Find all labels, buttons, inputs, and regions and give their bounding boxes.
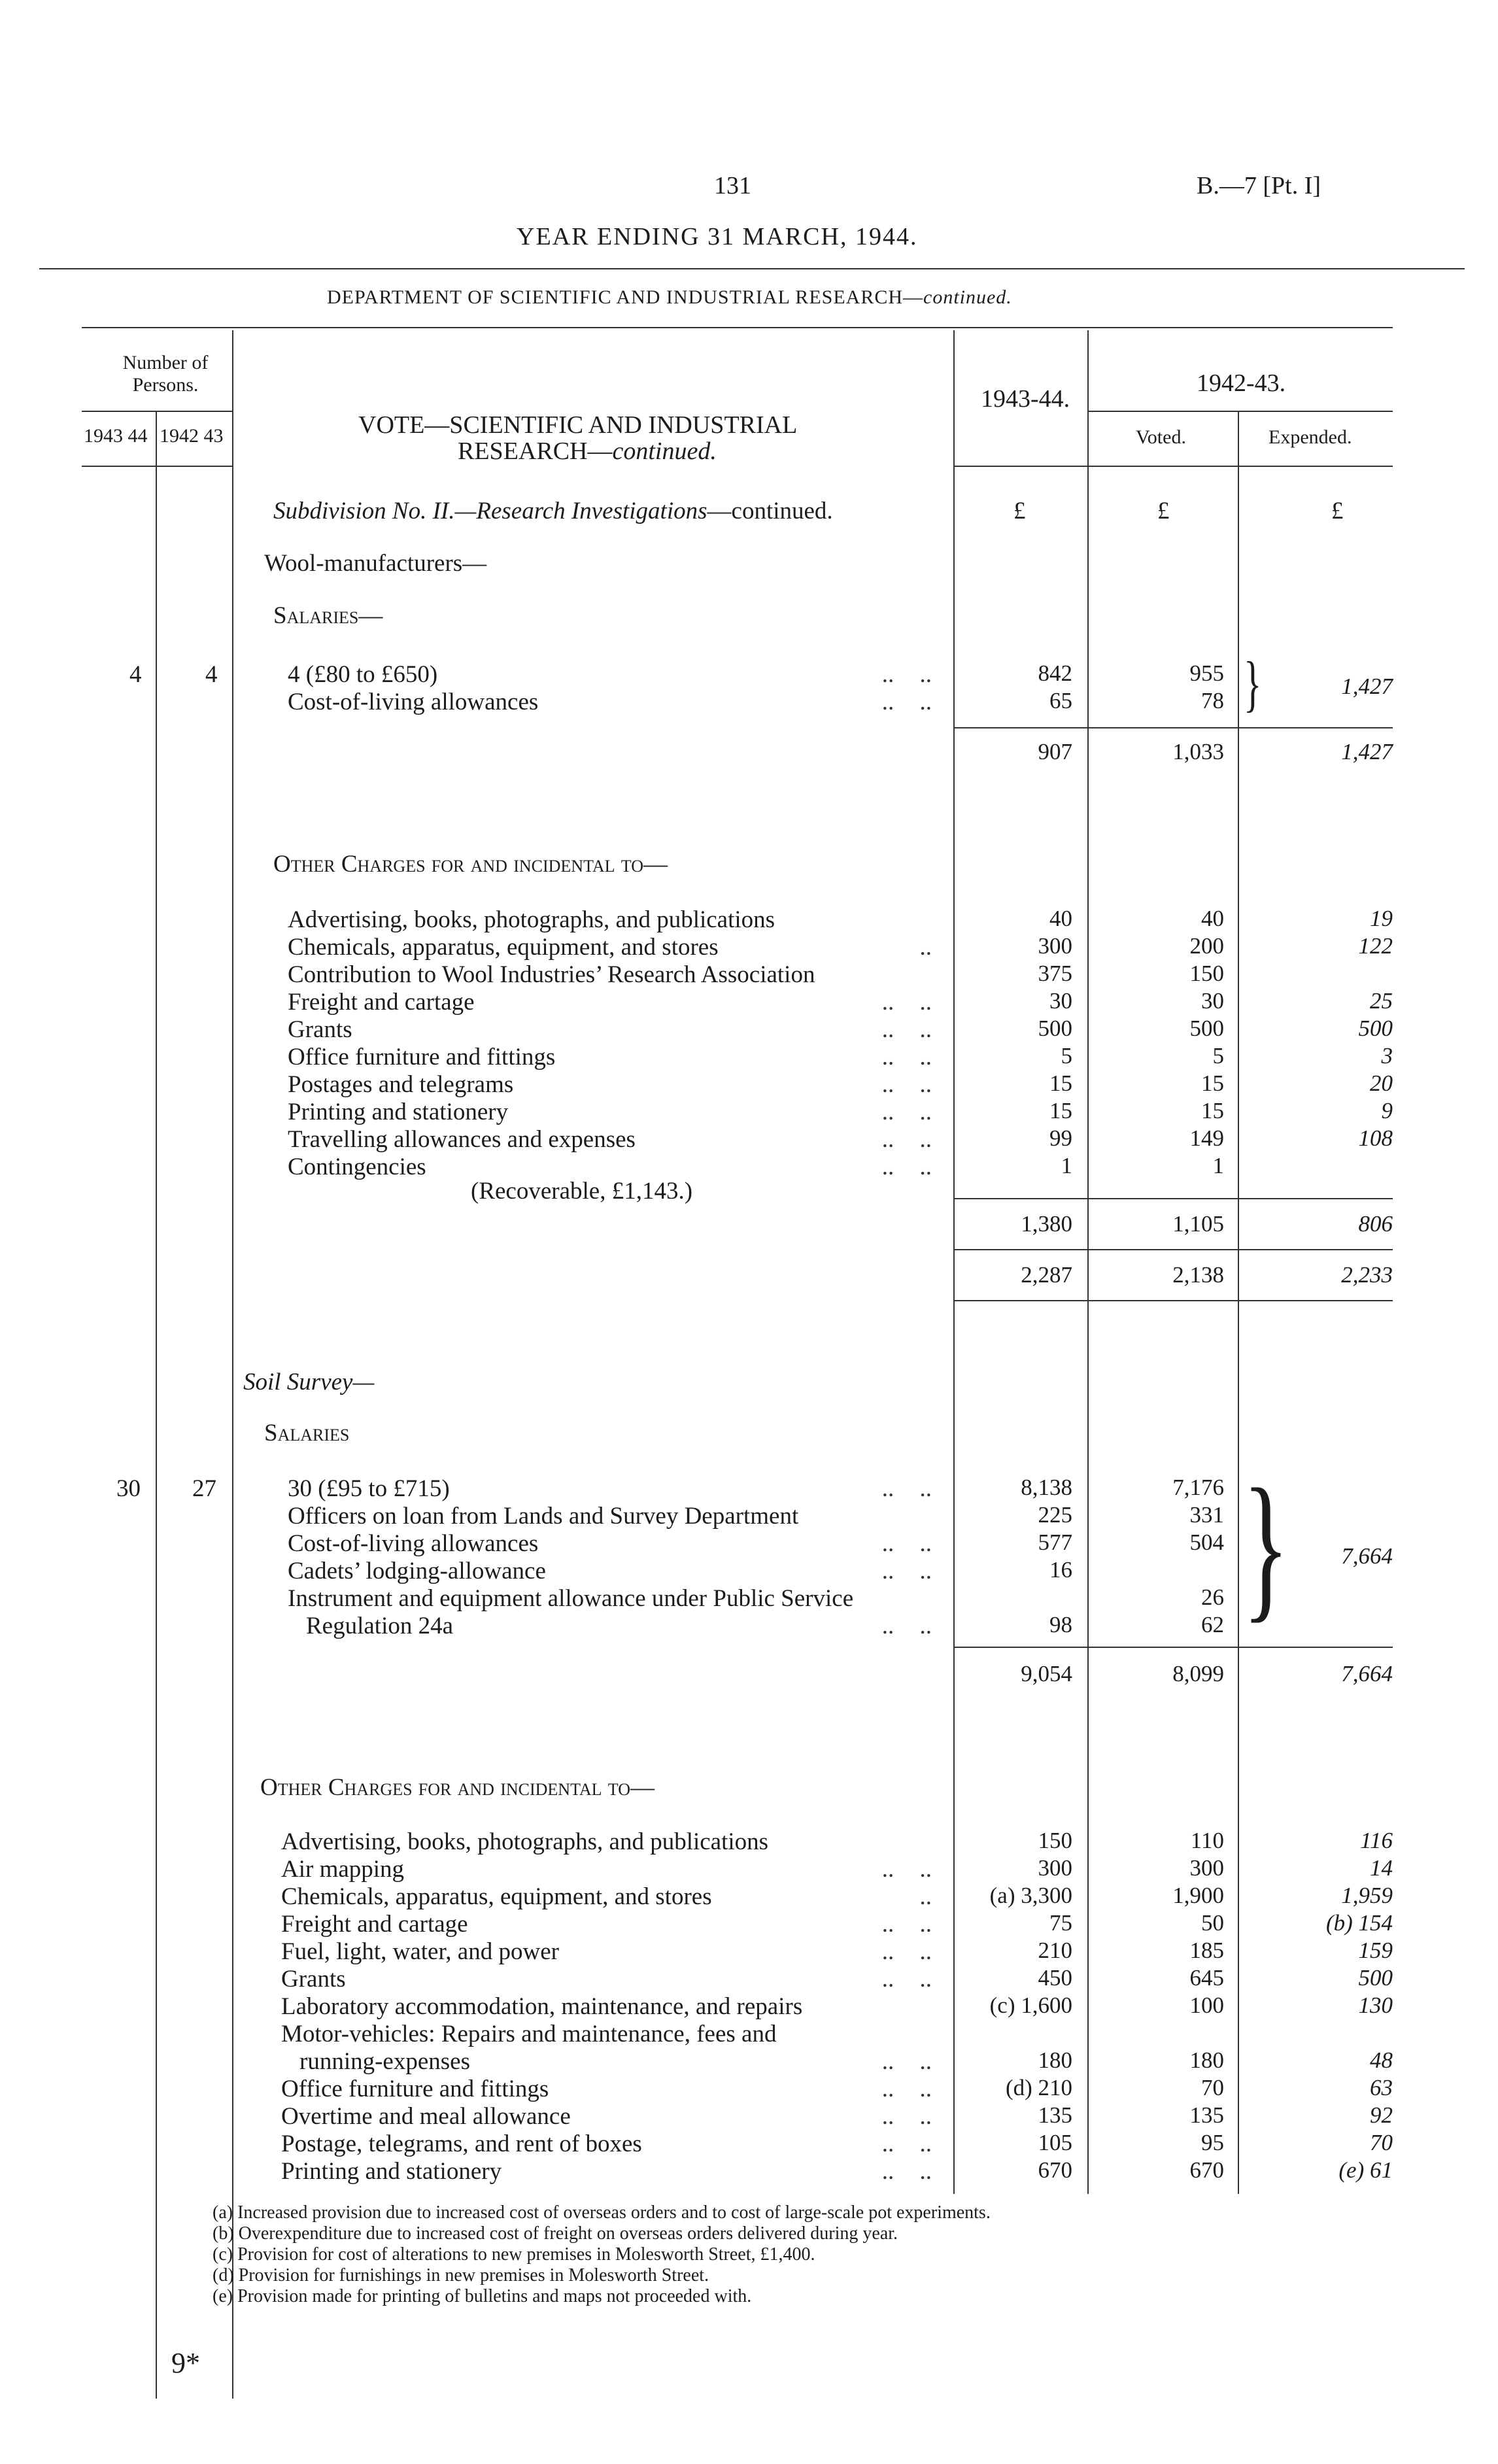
value-1943: 16: [1049, 1557, 1072, 1583]
value-1943: 30: [1049, 988, 1072, 1014]
department-title: [327, 286, 1012, 309]
page-reference: B.—7 [Pt. I]: [1197, 172, 1321, 199]
value-voted: 185: [1189, 1938, 1224, 1963]
row-label: Postages and telegrams: [288, 1071, 514, 1098]
value-1943: 225: [1038, 1502, 1072, 1528]
rule-top: [39, 268, 1465, 269]
leader-dots: .. ..: [881, 1016, 932, 1043]
value-expended: 48: [1370, 2047, 1393, 2073]
row-label: running-expenses: [299, 2048, 470, 2075]
value-1943: 40: [1049, 906, 1072, 931]
value-expended: 500: [1358, 1965, 1393, 1991]
rule-table-top: [82, 327, 1393, 328]
year-line: YEAR ENDING 31 MARCH, 1944.: [517, 223, 918, 250]
leader-dots: .. ..: [881, 2130, 932, 2157]
value-voted: 7,176: [1172, 1475, 1224, 1500]
value-voted: 135: [1189, 2102, 1224, 2128]
row-label: Contingencies: [288, 1154, 426, 1180]
row-label: Officers on loan from Lands and Survey Department: [288, 1503, 799, 1530]
value-expended: 20: [1370, 1070, 1393, 1096]
year-1943-header: 1943 44: [84, 425, 148, 447]
value-1943: 300: [1038, 1855, 1072, 1881]
rule-header-bottom: [955, 466, 1393, 467]
total-voted: 2,138: [1172, 1262, 1224, 1288]
value-voted: 1: [1212, 1153, 1224, 1178]
pound-expended: £: [1331, 498, 1344, 524]
wool-salary-rule: [955, 727, 1393, 728]
value-voted: 180: [1189, 2047, 1224, 2073]
value-1943: 842: [1038, 660, 1072, 686]
row-label: Cost-of-living allowances: [288, 1530, 539, 1557]
value-expended: 130: [1358, 1993, 1393, 2018]
footnote: (d) Provision for furnishings in new premises in Molesworth Street.: [213, 2265, 709, 2285]
value-1943: 8,138: [1021, 1475, 1072, 1500]
total-expended: 2,233: [1341, 1262, 1393, 1288]
value-expended: 116: [1360, 1828, 1393, 1853]
department-cont: continued.: [923, 286, 1012, 308]
expended-header: Expended.: [1268, 426, 1352, 448]
row-label: Advertising, books, photographs, and publications: [288, 906, 775, 933]
leader-dots: .. ..: [881, 2048, 932, 2075]
vrule-persons-right: [232, 330, 233, 2399]
voted-header: Voted.: [1136, 426, 1186, 448]
row-label: Freight and cartage: [281, 1911, 468, 1938]
value-1943: 500: [1038, 1016, 1072, 1041]
leader-dots: .. ..: [881, 2158, 932, 2185]
value-voted: 645: [1189, 1965, 1224, 1991]
value-expended: 108: [1358, 1125, 1393, 1151]
leader-dots: .. ..: [881, 1911, 932, 1938]
row-label: Freight and cartage: [288, 989, 475, 1016]
subdivision-title: [273, 497, 833, 525]
col-1942-header: 1942-43.: [1197, 369, 1286, 397]
total-expended: 1,427: [1341, 739, 1393, 764]
wool-heading: Wool-manufacturers—: [264, 550, 487, 577]
row-label: Cadets’ lodging-allowance: [288, 1558, 546, 1584]
value-expended: 159: [1358, 1938, 1393, 1963]
vote-title-2-main: RESEARCH—: [458, 437, 613, 465]
row-label: Grants: [281, 1966, 346, 1993]
value-voted: 62: [1201, 1612, 1224, 1637]
soil-salary-expended: 7,664: [1341, 1543, 1393, 1569]
value-expended: 25: [1370, 988, 1393, 1014]
value-1943: 300: [1038, 933, 1072, 959]
value-1943: 65: [1049, 688, 1072, 713]
value-voted: 40: [1201, 906, 1224, 931]
value-voted: 504: [1189, 1530, 1224, 1555]
col-1943-header: 1943-44.: [981, 385, 1070, 413]
row-label: Postage, telegrams, and rent of boxes: [281, 2130, 642, 2157]
value-voted: 1,900: [1172, 1883, 1224, 1908]
wool-recoverable: (Recoverable, £1,143.): [471, 1178, 693, 1205]
wool-persons-1943: 4: [129, 661, 142, 688]
soil-persons-1942: 27: [192, 1475, 216, 1502]
pound-1943: £: [1013, 498, 1026, 524]
value-voted: 70: [1201, 2075, 1224, 2100]
wool-persons-1942: 4: [205, 661, 218, 688]
vote-title-2: [458, 437, 717, 466]
leader-dots: .. ..: [881, 1154, 932, 1180]
row-label: Motor-vehicles: Repairs and maintenance, fees and: [281, 2021, 777, 2047]
value-voted: 15: [1201, 1070, 1224, 1096]
value-expended: 3: [1381, 1043, 1393, 1069]
leader-dots: .. ..: [881, 989, 932, 1016]
row-label: Chemicals, apparatus, equipment, and stores: [281, 1883, 712, 1910]
leader-dots: .. ..: [881, 1856, 932, 1883]
page-number: 131: [714, 172, 751, 199]
leader-dots: .. ..: [881, 1071, 932, 1098]
wool-other-rule: [955, 1198, 1393, 1199]
wool-salary-expended: 1,427: [1341, 674, 1393, 699]
value-1943: 15: [1049, 1070, 1072, 1096]
value-1943: 5: [1061, 1043, 1072, 1069]
value-1943: 98: [1049, 1612, 1072, 1637]
value-voted: 100: [1189, 1993, 1224, 2018]
total-expended: 806: [1358, 1211, 1393, 1237]
value-1943: 75: [1049, 1910, 1072, 1936]
value-1943: (a) 3,300: [989, 1883, 1072, 1908]
value-expended: 70: [1370, 2130, 1393, 2155]
persons-header: Number of Persons.: [122, 352, 209, 396]
row-label: Chemicals, apparatus, equipment, and stores: [288, 934, 719, 961]
wool-brace: }: [1244, 649, 1262, 718]
soil-persons-1943: 30: [116, 1475, 141, 1502]
value-1943: 135: [1038, 2102, 1072, 2128]
value-voted: 30: [1201, 988, 1224, 1014]
value-expended: 19: [1370, 906, 1393, 931]
wool-grand-rule-2: [955, 1300, 1393, 1301]
value-1943: 577: [1038, 1530, 1072, 1555]
value-voted: 26: [1201, 1584, 1224, 1610]
leader-dots: .. ..: [881, 1099, 932, 1125]
signature-mark: 9*: [171, 2347, 200, 2379]
value-voted: 5: [1212, 1043, 1224, 1069]
subdivision-cont: —continued.: [707, 498, 833, 524]
row-label: Overtime and meal allowance: [281, 2103, 571, 2130]
vote-title-1: VOTE—SCIENTIFIC AND INDUSTRIAL: [358, 411, 798, 439]
value-voted: 95: [1201, 2130, 1224, 2155]
total-expended: 7,664: [1341, 1661, 1393, 1686]
value-voted: 149: [1189, 1125, 1224, 1151]
value-expended: 9: [1381, 1098, 1393, 1123]
department-main: DEPARTMENT OF SCIENTIFIC AND INDUSTRIAL RESEARCH—: [327, 286, 923, 308]
row-label: Laboratory accommodation, maintenance, and repairs: [281, 1993, 803, 2020]
leader-dots: ..: [919, 1883, 932, 1910]
soil-salary-rule: [955, 1647, 1393, 1648]
row-label: 4 (£80 to £650): [288, 661, 438, 688]
pound-voted: £: [1157, 498, 1170, 524]
row-label: Fuel, light, water, and power: [281, 1938, 559, 1965]
leader-dots: .. ..: [881, 2103, 932, 2130]
value-voted: 670: [1189, 2157, 1224, 2183]
wool-grand-rule: [955, 1249, 1393, 1250]
value-expended: 63: [1370, 2075, 1393, 2100]
value-voted: 50: [1201, 1910, 1224, 1936]
row-label: Air mapping: [281, 1856, 405, 1883]
value-expended: 92: [1370, 2102, 1393, 2128]
year-1942-header: 1942 43: [160, 425, 224, 447]
leader-dots: ..: [919, 934, 932, 961]
row-label: Instrument and equipment allowance under Public Service: [288, 1585, 854, 1612]
value-1943: 1: [1061, 1153, 1072, 1178]
rule-persons-2: [82, 466, 232, 467]
row-label: Travelling allowances and expenses: [288, 1126, 636, 1153]
soil-brace: }: [1242, 1456, 1289, 1637]
leader-dots: .. ..: [881, 1966, 932, 1993]
soil-salaries-heading: Salaries: [264, 1420, 350, 1446]
row-label: Printing and stationery: [281, 2158, 502, 2185]
value-expended: (b) 154: [1325, 1910, 1393, 1936]
value-1943: 150: [1038, 1828, 1072, 1853]
value-1943: 375: [1038, 961, 1072, 986]
leader-dots: .. ..: [881, 1530, 932, 1557]
total-1943: 907: [1038, 739, 1072, 764]
row-label: Advertising, books, photographs, and publications: [281, 1828, 769, 1855]
total-voted: 1,105: [1172, 1211, 1224, 1237]
value-expended: (e) 61: [1338, 2157, 1393, 2183]
value-1943: 105: [1038, 2130, 1072, 2155]
soil-heading: Soil Survey—: [243, 1369, 375, 1395]
value-voted: 15: [1201, 1098, 1224, 1123]
value-voted: 200: [1189, 933, 1224, 959]
value-1943: 180: [1038, 2047, 1072, 2073]
row-label: Office furniture and fittings: [281, 2076, 549, 2102]
total-voted: 1,033: [1172, 739, 1224, 764]
wool-other-heading: Other Charges for and incidental to—: [273, 851, 668, 878]
total-1943: 2,287: [1021, 1262, 1072, 1288]
leader-dots: .. ..: [881, 661, 932, 688]
value-voted: 500: [1189, 1016, 1224, 1041]
value-1943: (d) 210: [1005, 2075, 1072, 2100]
value-expended: 1,959: [1341, 1883, 1393, 1908]
value-voted: 110: [1190, 1828, 1224, 1853]
value-1943: 15: [1049, 1098, 1072, 1123]
value-1943: (c) 1,600: [989, 1993, 1072, 2018]
row-label: Office furniture and fittings: [288, 1044, 556, 1070]
row-label: Grants: [288, 1016, 352, 1043]
leader-dots: .. ..: [881, 2076, 932, 2102]
value-voted: 150: [1189, 961, 1224, 986]
value-expended: 500: [1358, 1016, 1393, 1041]
value-expended: 122: [1358, 933, 1393, 959]
leader-dots: .. ..: [881, 1558, 932, 1584]
wool-salaries-heading: Salaries—: [273, 602, 383, 629]
value-voted: 78: [1201, 688, 1224, 713]
footnote: (a) Increased provision due to increased cost of overseas orders and to cost of large-scale pot experiments.: [213, 2202, 991, 2223]
value-voted: 300: [1189, 1855, 1224, 1881]
total-voted: 8,099: [1172, 1661, 1224, 1686]
rule-1942: [1089, 411, 1393, 412]
leader-dots: .. ..: [881, 1044, 932, 1070]
footnote: (e) Provision made for printing of bulletins and maps not proceeded with.: [213, 2286, 752, 2306]
soil-other-heading: Other Charges for and incidental to—: [260, 1774, 655, 1801]
total-1943: 9,054: [1021, 1661, 1072, 1686]
vrule-persons-mid: [156, 411, 157, 2399]
leader-dots: .. ..: [881, 1938, 932, 1965]
vote-title-2-cont: continued.: [612, 437, 717, 465]
row-label: 30 (£95 to £715): [288, 1475, 450, 1502]
row-label: Regulation 24a: [306, 1613, 454, 1639]
footnote: (c) Provision for cost of alterations to new premises in Molesworth Street, £1,400.: [213, 2244, 815, 2265]
leader-dots: .. ..: [881, 689, 932, 715]
rule-persons: [82, 411, 232, 412]
total-1943: 1,380: [1021, 1211, 1072, 1237]
value-1943: 450: [1038, 1965, 1072, 1991]
row-label: Contribution to Wool Industries’ Research Association: [288, 961, 815, 988]
row-label: Printing and stationery: [288, 1099, 509, 1125]
value-1943: 670: [1038, 2157, 1072, 2183]
value-expended: 14: [1370, 1855, 1393, 1881]
footnote: (b) Overexpenditure due to increased cost of freight on overseas orders delivered during year.: [213, 2223, 898, 2244]
leader-dots: .. ..: [881, 1126, 932, 1153]
value-voted: 955: [1189, 660, 1224, 686]
subdivision-label: Subdivision No. II.—Research Investigations: [273, 498, 707, 524]
value-voted: 331: [1189, 1502, 1224, 1528]
value-1943: 210: [1038, 1938, 1072, 1963]
row-label: Cost-of-living allowances: [288, 689, 539, 715]
leader-dots: .. ..: [881, 1613, 932, 1639]
value-1943: 99: [1049, 1125, 1072, 1151]
leader-dots: .. ..: [881, 1475, 932, 1502]
